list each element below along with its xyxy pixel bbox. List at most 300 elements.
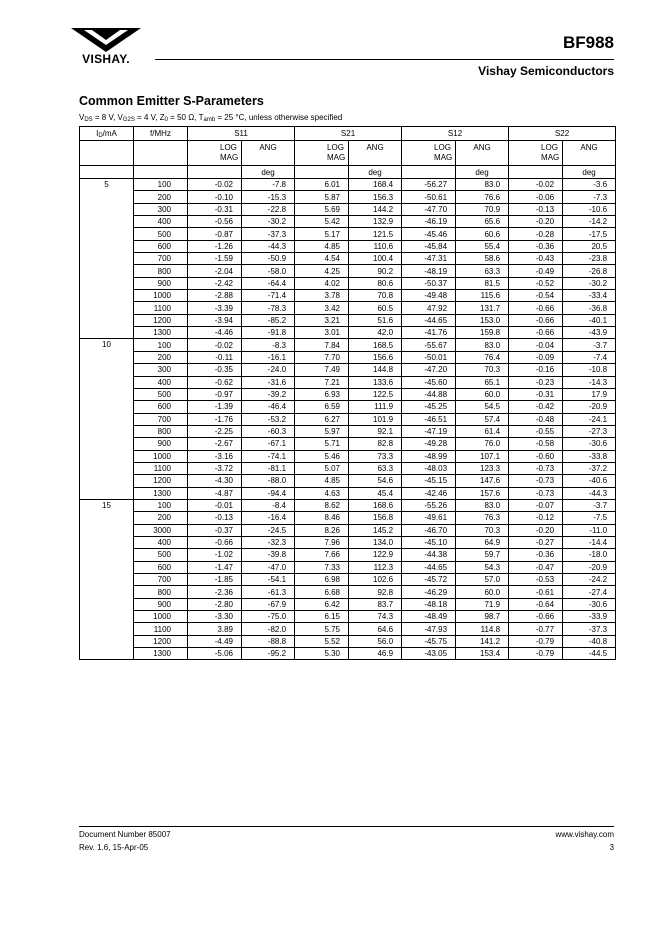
header-s21: S21 [295, 127, 402, 141]
cell-value: -95.2 [242, 648, 295, 660]
table-row [80, 191, 616, 203]
cell-value: -5.06 [188, 648, 242, 660]
cell-value: -0.16 [509, 364, 563, 376]
cell-value: -0.97 [188, 388, 242, 400]
table-row [80, 364, 616, 376]
cell-frequency: 700 [134, 574, 188, 586]
cell-id [80, 290, 134, 302]
cell-value: -8.4 [242, 499, 295, 511]
cell-value: -64.4 [242, 277, 295, 289]
cell-value: -4.87 [188, 487, 242, 499]
cell-value: -46.29 [402, 586, 456, 598]
cell-value: -7.4 [563, 351, 616, 363]
table-row [80, 216, 616, 228]
cell-value: -0.56 [188, 216, 242, 228]
table-row [80, 425, 616, 437]
header-unit-blank [402, 166, 456, 179]
cell-value: -3.6 [563, 179, 616, 191]
cell-value: -10.6 [563, 203, 616, 215]
cell-value: -42.46 [402, 487, 456, 499]
cell-value: 168.5 [349, 339, 402, 351]
cell-value: -0.49 [509, 265, 563, 277]
cell-value: 90.2 [349, 265, 402, 277]
header-log-mag: LOG MAG [402, 141, 456, 166]
cell-value: 83.0 [456, 179, 509, 191]
cell-value: -48.49 [402, 611, 456, 623]
cell-value: -0.23 [509, 376, 563, 388]
cell-value: -49.28 [402, 438, 456, 450]
cell-value: 131.7 [456, 302, 509, 314]
cell-id: 10 [80, 339, 134, 351]
cell-value: -45.15 [402, 475, 456, 487]
cell-frequency: 800 [134, 265, 188, 277]
table-row [80, 302, 616, 314]
cell-value: -16.4 [242, 512, 295, 524]
cell-value: -10.8 [563, 364, 616, 376]
cell-value: -30.2 [242, 216, 295, 228]
cell-value: 60.6 [456, 228, 509, 240]
cell-value: -8.3 [242, 339, 295, 351]
cell-value: -0.42 [509, 401, 563, 413]
cell-value: 3.89 [188, 623, 242, 635]
cell-value: 98.7 [456, 611, 509, 623]
cell-value: -3.94 [188, 314, 242, 326]
cell-value: -1.02 [188, 549, 242, 561]
cell-value: -27.3 [563, 425, 616, 437]
cell-value: -23.8 [563, 253, 616, 265]
cell-id [80, 536, 134, 548]
cell-value: 58.6 [456, 253, 509, 265]
cell-value: 64.6 [349, 623, 402, 635]
cell-value: -24.2 [563, 574, 616, 586]
cell-value: -36.8 [563, 302, 616, 314]
cell-id [80, 277, 134, 289]
header-log-mag: LOG MAG [295, 141, 349, 166]
cell-value: 5.30 [295, 648, 349, 660]
cell-value: -48.18 [402, 598, 456, 610]
cell-value: 157.6 [456, 487, 509, 499]
cell-value: 6.01 [295, 179, 349, 191]
cell-value: -3.16 [188, 450, 242, 462]
cell-value: -44.38 [402, 549, 456, 561]
cell-value: -0.02 [509, 179, 563, 191]
cell-value: -30.6 [563, 598, 616, 610]
cell-value: -88.0 [242, 475, 295, 487]
cell-value: 45.4 [349, 487, 402, 499]
cell-value: -30.6 [563, 438, 616, 450]
cell-value: -0.43 [509, 253, 563, 265]
cell-id [80, 574, 134, 586]
cell-value: -20.9 [563, 561, 616, 573]
cell-value: -26.8 [563, 265, 616, 277]
cell-value: 5.87 [295, 191, 349, 203]
cell-value: 71.9 [456, 598, 509, 610]
cell-value: -3.39 [188, 302, 242, 314]
cell-value: -3.30 [188, 611, 242, 623]
cell-value: 20.5 [563, 240, 616, 252]
cell-value: 92.1 [349, 425, 402, 437]
cell-frequency: 500 [134, 228, 188, 240]
cell-value: -0.09 [509, 351, 563, 363]
cell-value: 54.6 [349, 475, 402, 487]
cell-value: 81.5 [456, 277, 509, 289]
cell-value: 5.75 [295, 623, 349, 635]
cell-value: 6.98 [295, 574, 349, 586]
table-row [80, 253, 616, 265]
cell-value: -22.8 [242, 203, 295, 215]
cell-value: -0.66 [188, 536, 242, 548]
cell-value: 122.9 [349, 549, 402, 561]
cell-value: -27.4 [563, 586, 616, 598]
cell-value: -20.9 [563, 401, 616, 413]
section-title: Common Emitter S-Parameters [79, 94, 264, 108]
cell-value: -67.9 [242, 598, 295, 610]
cell-value: -45.10 [402, 536, 456, 548]
cell-value: -60.3 [242, 425, 295, 437]
cell-frequency: 700 [134, 413, 188, 425]
cell-value: 83.7 [349, 598, 402, 610]
cell-id [80, 327, 134, 339]
cell-value: 111.9 [349, 401, 402, 413]
cell-value: 6.27 [295, 413, 349, 425]
cell-value: -82.0 [242, 623, 295, 635]
header-blank [80, 141, 134, 166]
header-unit-deg: deg [563, 166, 616, 179]
table-row [80, 376, 616, 388]
cell-frequency: 1100 [134, 623, 188, 635]
cell-value: -3.7 [563, 499, 616, 511]
cell-id [80, 216, 134, 228]
cell-value: 51.6 [349, 314, 402, 326]
cell-value: -37.3 [563, 623, 616, 635]
cell-value: -0.31 [188, 203, 242, 215]
cell-value: -4.30 [188, 475, 242, 487]
cell-value: -48.03 [402, 462, 456, 474]
cell-id [80, 413, 134, 425]
cell-value: -39.2 [242, 388, 295, 400]
cell-value: -43.9 [563, 327, 616, 339]
cell-frequency: 200 [134, 512, 188, 524]
cell-value: 7.66 [295, 549, 349, 561]
cell-value: -94.4 [242, 487, 295, 499]
cell-frequency: 1300 [134, 648, 188, 660]
cell-value: -0.52 [509, 277, 563, 289]
cell-value: 7.33 [295, 561, 349, 573]
table-row [80, 450, 616, 462]
cell-value: -0.62 [188, 376, 242, 388]
cell-value: 65.1 [456, 376, 509, 388]
cell-value: 83.0 [456, 499, 509, 511]
cell-value: 76.4 [456, 351, 509, 363]
header-log-mag: LOG MAG [188, 141, 242, 166]
cell-id [80, 450, 134, 462]
table-row [80, 228, 616, 240]
cell-value: -33.9 [563, 611, 616, 623]
cell-value: -0.27 [509, 536, 563, 548]
cell-frequency: 400 [134, 216, 188, 228]
cell-frequency: 300 [134, 203, 188, 215]
header-unit-deg: deg [349, 166, 402, 179]
cell-value: 4.63 [295, 487, 349, 499]
cell-value: -0.73 [509, 462, 563, 474]
cell-value: -41.76 [402, 327, 456, 339]
cell-value: -0.12 [509, 512, 563, 524]
cell-value: 5.71 [295, 438, 349, 450]
cell-frequency: 600 [134, 561, 188, 573]
cell-value: 60.0 [456, 586, 509, 598]
cell-value: -0.66 [509, 611, 563, 623]
table-row [80, 512, 616, 524]
cell-id: 5 [80, 179, 134, 191]
cell-frequency: 100 [134, 339, 188, 351]
cell-value: -14.2 [563, 216, 616, 228]
table-row [80, 598, 616, 610]
cell-frequency: 1300 [134, 487, 188, 499]
company-name: Vishay Semiconductors [478, 64, 614, 78]
cell-value: 156.8 [349, 512, 402, 524]
cell-id [80, 314, 134, 326]
cell-value: -24.5 [242, 524, 295, 536]
table-row [80, 549, 616, 561]
header-unit-blank [295, 166, 349, 179]
cell-value: 145.2 [349, 524, 402, 536]
cell-value: -0.20 [509, 216, 563, 228]
table-row [80, 290, 616, 302]
cell-frequency: 1300 [134, 327, 188, 339]
cell-value: -0.13 [509, 203, 563, 215]
cell-value: 3.01 [295, 327, 349, 339]
cell-id [80, 487, 134, 499]
cell-frequency: 1100 [134, 302, 188, 314]
cell-value: 63.3 [349, 462, 402, 474]
cell-value: -54.1 [242, 574, 295, 586]
cell-id [80, 253, 134, 265]
table-row [80, 388, 616, 400]
cell-value: -0.73 [509, 487, 563, 499]
table-row [80, 524, 616, 536]
table-row [80, 611, 616, 623]
cell-value: -37.3 [242, 228, 295, 240]
cell-value: -32.3 [242, 536, 295, 548]
table-row [80, 623, 616, 635]
cell-value: 156.3 [349, 191, 402, 203]
cell-value: -0.04 [509, 339, 563, 351]
cell-value: 70.3 [456, 524, 509, 536]
cell-id [80, 598, 134, 610]
cell-value: -74.1 [242, 450, 295, 462]
cell-value: 42.0 [349, 327, 402, 339]
cell-id [80, 240, 134, 252]
cell-value: -0.79 [509, 648, 563, 660]
cell-frequency: 900 [134, 598, 188, 610]
cell-value: -44.3 [563, 487, 616, 499]
cell-value: 6.93 [295, 388, 349, 400]
cell-value: -1.76 [188, 413, 242, 425]
cell-value: -0.58 [509, 438, 563, 450]
cell-value: 8.46 [295, 512, 349, 524]
cell-value: 3.42 [295, 302, 349, 314]
table-row [80, 561, 616, 573]
cell-id [80, 635, 134, 647]
cell-value: -91.8 [242, 327, 295, 339]
cell-value: -0.55 [509, 425, 563, 437]
cell-value: -2.04 [188, 265, 242, 277]
table-row [80, 499, 616, 511]
cell-value: -47.0 [242, 561, 295, 573]
cell-frequency: 1100 [134, 462, 188, 474]
cell-value: -0.06 [509, 191, 563, 203]
cell-value: -1.59 [188, 253, 242, 265]
cell-value: 168.6 [349, 499, 402, 511]
cell-value: -78.3 [242, 302, 295, 314]
cell-frequency: 1200 [134, 314, 188, 326]
cell-id [80, 364, 134, 376]
cell-value: 6.59 [295, 401, 349, 413]
cell-value: -46.51 [402, 413, 456, 425]
cell-value: -0.31 [509, 388, 563, 400]
vishay-logo [66, 27, 146, 69]
cell-value: -0.02 [188, 179, 242, 191]
cell-value: -1.26 [188, 240, 242, 252]
cell-id [80, 203, 134, 215]
cell-value: 47.92 [402, 302, 456, 314]
table-body [80, 179, 616, 660]
table-row [80, 536, 616, 548]
cell-value: 112.3 [349, 561, 402, 573]
cell-value: 107.1 [456, 450, 509, 462]
table-row [80, 413, 616, 425]
cell-value: 76.6 [456, 191, 509, 203]
table-row [80, 314, 616, 326]
cell-value: -0.61 [509, 586, 563, 598]
cell-value: -44.5 [563, 648, 616, 660]
cell-value: 6.68 [295, 586, 349, 598]
cell-value: -2.36 [188, 586, 242, 598]
part-number: BF988 [562, 33, 614, 52]
header-blank [80, 166, 134, 179]
header-blank [134, 166, 188, 179]
cell-value: 144.8 [349, 364, 402, 376]
cell-value: -0.77 [509, 623, 563, 635]
cell-value: -49.48 [402, 290, 456, 302]
cell-id [80, 425, 134, 437]
page-number: 3 [609, 843, 614, 852]
cell-value: 76.3 [456, 512, 509, 524]
table-row [80, 648, 616, 660]
cell-frequency: 100 [134, 179, 188, 191]
cell-value: -14.4 [563, 536, 616, 548]
table-row [80, 401, 616, 413]
cell-value: 80.6 [349, 277, 402, 289]
cell-value: -0.02 [188, 339, 242, 351]
cell-value: -7.5 [563, 512, 616, 524]
table-row [80, 179, 616, 191]
cell-id [80, 228, 134, 240]
cell-value: -50.01 [402, 351, 456, 363]
cell-value: -55.67 [402, 339, 456, 351]
cell-frequency: 1000 [134, 611, 188, 623]
cell-frequency: 600 [134, 240, 188, 252]
cell-frequency: 900 [134, 438, 188, 450]
cell-value: 122.5 [349, 388, 402, 400]
cell-value: 54.5 [456, 401, 509, 413]
cell-value: -0.73 [509, 475, 563, 487]
cell-value: -0.11 [188, 351, 242, 363]
cell-value: -0.10 [188, 191, 242, 203]
cell-value: 102.6 [349, 574, 402, 586]
cell-value: 4.54 [295, 253, 349, 265]
cell-value: -17.5 [563, 228, 616, 240]
cell-value: -61.3 [242, 586, 295, 598]
cell-value: 82.8 [349, 438, 402, 450]
cell-value: -45.72 [402, 574, 456, 586]
cell-value: 4.85 [295, 475, 349, 487]
footer-divider [79, 826, 614, 827]
cell-value: -40.1 [563, 314, 616, 326]
cell-value: -44.88 [402, 388, 456, 400]
cell-value: -3.72 [188, 462, 242, 474]
table-row [80, 438, 616, 450]
cell-value: 70.8 [349, 290, 402, 302]
cell-value: 5.69 [295, 203, 349, 215]
cell-value: -43.05 [402, 648, 456, 660]
cell-value: -44.3 [242, 240, 295, 252]
cell-frequency: 400 [134, 536, 188, 548]
cell-value: -53.2 [242, 413, 295, 425]
cell-value: 153.0 [456, 314, 509, 326]
header-log-mag: LOG MAG [509, 141, 563, 166]
cell-value: -1.85 [188, 574, 242, 586]
cell-value: 73.3 [349, 450, 402, 462]
cell-value: 55.4 [456, 240, 509, 252]
table-row [80, 586, 616, 598]
cell-value: -2.67 [188, 438, 242, 450]
cell-value: 144.2 [349, 203, 402, 215]
header-unit-blank [188, 166, 242, 179]
cell-value: 8.62 [295, 499, 349, 511]
cell-value: 54.3 [456, 561, 509, 573]
table-row [80, 462, 616, 474]
cell-value: -0.60 [509, 450, 563, 462]
cell-id [80, 561, 134, 573]
cell-value: -2.25 [188, 425, 242, 437]
cell-id [80, 401, 134, 413]
cell-value: -55.26 [402, 499, 456, 511]
cell-value: 4.02 [295, 277, 349, 289]
header-divider [155, 59, 614, 60]
cell-value: -37.2 [563, 462, 616, 474]
cell-value: -3.7 [563, 339, 616, 351]
header-unit-blank [509, 166, 563, 179]
cell-frequency: 1200 [134, 475, 188, 487]
cell-value: -11.0 [563, 524, 616, 536]
cell-value: 7.96 [295, 536, 349, 548]
cell-value: 101.9 [349, 413, 402, 425]
cell-value: -50.61 [402, 191, 456, 203]
cell-value: 133.6 [349, 376, 402, 388]
table-row [80, 265, 616, 277]
cell-value: -48.19 [402, 265, 456, 277]
cell-value: -24.1 [563, 413, 616, 425]
cell-value: -0.07 [509, 499, 563, 511]
cell-value: -40.6 [563, 475, 616, 487]
cell-id [80, 648, 134, 660]
cell-id [80, 302, 134, 314]
cell-frequency: 500 [134, 388, 188, 400]
website-link[interactable]: www.vishay.com [555, 830, 614, 839]
cell-value: 132.9 [349, 216, 402, 228]
cell-value: -0.79 [509, 635, 563, 647]
